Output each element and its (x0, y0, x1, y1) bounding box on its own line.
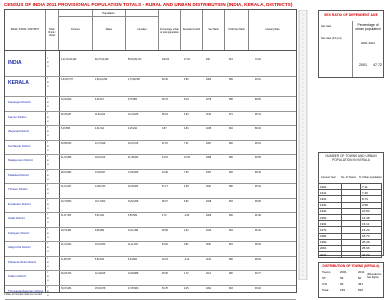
header-population: Population (59, 10, 159, 17)
table-cell: 93.55 (255, 157, 261, 159)
table-cell: 1100 (206, 186, 211, 188)
row-divider (5, 125, 296, 126)
table-cell: 8.18 (184, 99, 189, 101)
tru-marker: R (47, 232, 49, 235)
header-males: Males (93, 10, 126, 50)
row-divider (5, 256, 296, 257)
table-cell: 16.24 (361, 227, 382, 233)
table-cell: 958 (229, 99, 233, 101)
table-cell: 4.84 (184, 113, 189, 116)
table-cell: 53.78 (162, 287, 168, 290)
table-cell: 3.87 (162, 128, 167, 130)
table-cell: 31,10,327 (61, 186, 72, 188)
table-cell: 966 (229, 215, 233, 217)
table-cell (342, 252, 361, 258)
table-cell: 1113 (206, 273, 211, 275)
table-cell: 4.86 (184, 79, 189, 81)
table-cell: 0.61 (184, 244, 189, 246)
table-cell: 13,02,600 (61, 99, 72, 101)
tru-marker: T (47, 228, 49, 231)
towns-cell: 159 (340, 288, 346, 292)
towns-cell: 520 (358, 288, 364, 292)
towns-cell: Total (322, 288, 329, 292)
table-row (319, 252, 382, 258)
region-label: Wayanad District (8, 129, 30, 133)
tru-marker: T (47, 185, 49, 187)
row-divider (5, 154, 296, 155)
tru-marker: U (47, 149, 49, 152)
table-cell: 13,60,067 (95, 171, 106, 174)
tru-marker: U (47, 280, 49, 282)
region-label: Kollam District (8, 274, 26, 278)
tru-marker: U (47, 120, 49, 123)
row-divider (5, 111, 296, 112)
towns-cell: 59 (340, 276, 344, 280)
tru-marker: R (47, 102, 49, 104)
table-cell: 95.32 (255, 186, 261, 188)
region-label: INDIA (8, 60, 22, 66)
tru-marker: U (47, 251, 49, 253)
table-cell: 1971 (319, 227, 342, 233)
table-cell: 4.58 (184, 186, 189, 188)
table-cell: 16,16,515 (128, 142, 139, 145)
tru-marker: U (47, 207, 49, 210)
urban-towns-title: NUMBER OF TOWNS AND URBAN POPULATION IN KERALA (325, 154, 377, 162)
row-divider (5, 227, 296, 228)
table-cell: 26.39 (361, 239, 382, 245)
table-cell: 8,16,558 (61, 128, 70, 130)
towns-cell: 2011 (358, 270, 365, 274)
child-sex-ratio-label: Sex ratio (0-6 yrs) (321, 37, 342, 40)
table-header (5, 10, 296, 51)
table-cell: 95.41 (255, 113, 261, 116)
table-cell: 1044 (206, 229, 212, 232)
table-cell: 25.96 (361, 245, 382, 251)
row-divider (5, 241, 296, 242)
tru-marker: R (47, 247, 49, 249)
tru-marker: T (47, 199, 49, 202)
table-cell: 9,68,289 (95, 229, 104, 232)
tru-marker: R (47, 145, 49, 148)
table-cell: 13.48 (361, 214, 382, 220)
table-cell: 30,89,543 (61, 142, 72, 145)
table-cell: 10.03 (162, 258, 168, 261)
table-cell: 19,61,014 (95, 157, 106, 159)
table-cell: 1931 (319, 202, 342, 208)
table-cell: 32,79,860 (61, 200, 72, 203)
table-cell: 971 (229, 113, 233, 116)
towns-distribution-title: DISTRIBUTION OF TOWNS (KERALA) (322, 264, 380, 268)
table-cell: 1006 (206, 215, 212, 217)
header-sex-ratio: Sex Ratio (203, 10, 225, 50)
towns-distribution-box (318, 262, 384, 298)
row-divider (5, 169, 296, 170)
table-cell: 96.93 (255, 258, 261, 261)
urban-pct-label: Percentage of urban population (355, 23, 381, 31)
table-cell: 1097 (206, 142, 212, 145)
tru-marker: U (47, 164, 49, 166)
table-cell: -3.12 (184, 258, 190, 261)
row-divider (5, 212, 296, 213)
table-cell: 67.15 (162, 142, 168, 145)
region-label: Kannur District (8, 114, 27, 119)
tru-marker: U (47, 294, 49, 297)
table-cell: 52.30 (162, 79, 168, 81)
table-cell: 67.17 (162, 186, 168, 188)
header-region: INDIA / STATE / DISTRICT (5, 10, 46, 50)
towns-cell: 461 (358, 282, 364, 286)
table-cell: 1921 (319, 196, 342, 202)
table-cell: 1941 (319, 208, 342, 214)
table-cell: 47.72 (361, 252, 382, 258)
table-cell: 33,07,284 (61, 287, 72, 290)
table-cell: 1096 (206, 157, 212, 159)
side-strip (297, 10, 309, 280)
table-cell: 8.73 (361, 196, 382, 202)
tru-marker: T (47, 58, 49, 60)
table-cell: 1100 (206, 244, 211, 246)
table-cell: 1961 (319, 221, 342, 227)
table-cell: 13,41,625 (128, 113, 139, 116)
tru-marker: R (47, 290, 49, 293)
header-persons: Persons (59, 10, 93, 50)
table-cell: 1132 (206, 258, 211, 261)
box-divider (352, 21, 353, 77)
year-pair: 2001 2011 (361, 41, 375, 45)
row-divider (5, 183, 296, 184)
table-cell: 15,81,678 (95, 287, 106, 290)
table-cell: 4.60 (184, 128, 189, 130)
table-cell: 2011 (319, 252, 342, 258)
table-cell: 45.05 (162, 273, 168, 275)
region-label: Pathanamthitta District (8, 259, 37, 264)
table-cell: 38.79 (162, 99, 168, 101)
table-cell: 10,11,095 (128, 229, 139, 232)
sex-ratio-label: Sex ratio (321, 25, 332, 28)
tru-marker: T (47, 141, 49, 144)
table-cell: 959 (229, 79, 233, 81)
table-cell: 9.58 (361, 202, 382, 208)
region-label: Malappuram District (8, 158, 33, 162)
table-cell: 10.84 (361, 208, 382, 214)
table-cell: 5,51,944 (95, 215, 104, 217)
tru-marker: R (47, 160, 49, 162)
table-cell: 962 (229, 142, 233, 145)
table-cell: 14,50,825 (128, 171, 139, 174)
tru-marker: T (47, 243, 49, 245)
table-cell: 1911 (319, 190, 342, 196)
towns-cell: 60 (358, 276, 362, 280)
table-cell: 940 (206, 59, 210, 61)
table-cell: 7.39 (184, 171, 189, 174)
table-cell: 6,75,983 (128, 99, 137, 101)
tru-marker: T (47, 127, 49, 129)
table-cell: 5,60,643 (95, 258, 104, 261)
table-cell: 2001 (319, 245, 342, 251)
table-cell: 93.91 (255, 79, 261, 81)
table-cell: 88.49 (255, 171, 261, 174)
table-cell: 68.07 (162, 200, 168, 203)
table-cell: 1981 (319, 233, 342, 239)
tru-marker: T (47, 272, 49, 274)
col-towns: No. of Towns (341, 176, 356, 179)
table-cell: 2.25 (184, 287, 189, 290)
towns-cell: 99 (340, 282, 344, 286)
table-cell: 1133 (206, 113, 211, 116)
row-divider (5, 285, 296, 286)
table-cell: 11,07,453 (61, 215, 72, 217)
table-cell: 964 (229, 128, 233, 130)
tru-marker: R (47, 218, 49, 220)
towns-note: (Rounded to two digits) (367, 273, 382, 279)
tru-marker: R (47, 203, 49, 206)
table-cell: 1.72 (184, 273, 189, 275)
row-divider (5, 198, 296, 199)
document-title: CENSUS OF INDIA 2011 PROVISIONAL POPULATION TOTALS - RURAL AND URBAN DISTRIBUTION (INDIA, KERALA, DISTRICTS) (4, 2, 293, 7)
table-cell: 91.99 (255, 215, 261, 217)
tru-marker: T (47, 286, 49, 289)
table-cell: 74.04 (255, 59, 261, 61)
table-cell: 5.60 (184, 200, 189, 203)
sex-ratio-title: SEX RATIO OF DEPENDENT AGE (324, 13, 378, 17)
table-cell: 14,73,028 (95, 142, 106, 145)
table-cell: 1079 (206, 99, 212, 101)
table-cell: 16,29,564 (128, 186, 139, 188)
header-tru: Total / Rural / Urban (46, 10, 59, 50)
towns-cell: Towns (322, 270, 331, 274)
region-label: Kasaragod District (8, 100, 31, 104)
tru-marker: R (47, 62, 49, 64)
table-cell: 950 (229, 186, 233, 188)
table-cell: 11,84,012 (95, 113, 106, 116)
region-label: Palakkad District (8, 172, 29, 177)
table-cell: 14,80,763 (95, 186, 106, 188)
tru-marker: U (47, 106, 49, 108)
table-cell: 1067 (206, 171, 212, 174)
region-label: Ernakulam District (8, 201, 31, 206)
table-cell: 96.40 (255, 229, 261, 232)
table-cell: 93.77 (255, 273, 261, 275)
tru-marker: T (47, 170, 49, 173)
table-cell: 966 (229, 258, 233, 261)
footnote: # Male and female totals are rounded (4, 294, 43, 296)
row-divider (5, 76, 296, 77)
header-child-sex-ratio: Child Sex Ratio (225, 10, 249, 50)
row-divider (5, 140, 296, 141)
table-cell: 58,64,69,174 (128, 59, 142, 61)
tru-marker: U (47, 86, 49, 88)
table-cell: 4,15,244 (128, 128, 137, 130)
year-2001-label: 2001 (359, 63, 367, 67)
table-cell: 44.18 (162, 157, 168, 159)
table-cell: 1,21,01,93,422 (61, 59, 77, 61)
table-cell: -1.93 (184, 215, 190, 217)
table-cell: 41,10,956 (61, 157, 72, 159)
table-cell: 962 (229, 171, 233, 174)
table-cell: 25,25,637 (61, 113, 72, 116)
table-cell: 21,21,943 (61, 244, 72, 246)
table-cell: 65.04 (162, 113, 168, 116)
table-cell: 1951 (319, 214, 342, 220)
table-cell: 951 (229, 244, 233, 246)
tru-marker: U (47, 236, 49, 239)
table-cell: 17,25,606 (128, 287, 139, 290)
table-cell: 54.02 (162, 244, 168, 246)
region-label: Alappuzha District (8, 245, 31, 249)
tru-marker: T (47, 98, 49, 100)
col-urban-pct: % Urban population (359, 176, 382, 179)
region-label: Thiruvananthapuram District (8, 288, 44, 293)
table-cell: 7.49 (361, 190, 382, 196)
table-cell: 1091 (206, 287, 212, 290)
header-literacy: Literacy Rate (265, 28, 280, 31)
tru-marker: T (47, 156, 49, 158)
table-cell: 3,33,87,677 (61, 79, 74, 81)
table-cell: 18.74 (361, 233, 382, 239)
tru-marker: U (47, 66, 49, 68)
header-percentage: Percentage urban to total population (159, 10, 181, 50)
towns-cell: ST (322, 276, 326, 280)
table-cell: 16,62,258 (128, 200, 139, 203)
tru-marker: R (47, 261, 49, 264)
tru-marker: U (47, 135, 49, 137)
region-label: Idukki District (8, 216, 25, 220)
table-cell: 964 (229, 229, 233, 232)
table-cell: 12,44,815 (95, 273, 106, 275)
table-cell: 4,01,314 (95, 128, 104, 130)
table-cell: 96.26 (255, 244, 261, 246)
table-cell: 28.56 (162, 229, 168, 232)
urban-pct-value: 47.72 (373, 63, 382, 67)
region-label: KERALA (8, 80, 29, 86)
table-cell: 15.11 (361, 221, 382, 227)
tru-marker: U (47, 222, 49, 224)
tru-marker: U (47, 178, 49, 181)
table-cell: 17.64 (184, 59, 190, 61)
tru-marker: R (47, 276, 49, 278)
region-label: Kozhikode District (8, 143, 31, 148)
col-census-year: Census Year (321, 176, 336, 179)
table-cell: 1,73,66,387 (128, 79, 141, 81)
towns-cell: CTs (322, 282, 328, 286)
region-label: Thrissur District (8, 187, 28, 191)
table-cell: 95.68 (255, 200, 261, 203)
table-cell: 24.09 (162, 171, 168, 174)
tru-marker: T (47, 78, 49, 80)
tru-marker: R (47, 189, 49, 191)
table-cell: 1991 (319, 239, 342, 245)
table-cell: 5,55,509 (128, 215, 137, 217)
table-cell: 1.32 (184, 229, 189, 232)
table-cell: 93.02 (255, 287, 261, 290)
tru-marker: R (47, 131, 49, 133)
table-cell: 1028 (206, 200, 212, 203)
tru-marker: T (47, 112, 49, 115)
tru-marker: T (47, 257, 49, 260)
table-cell: 13.39 (184, 157, 190, 159)
table-cell: 10,10,252 (95, 244, 106, 246)
table-cell: 6,26,617 (95, 99, 104, 101)
table-cell: 960 (229, 273, 233, 275)
tru-marker: U (47, 193, 49, 195)
tru-marker: U (47, 265, 49, 268)
table-cell: 965 (229, 157, 233, 159)
region-label: Kottayam District (8, 230, 30, 235)
table-cell: 1084 (206, 79, 212, 81)
table-cell: 11,95,537 (61, 258, 72, 261)
table-cell: 13,84,888 (128, 273, 139, 275)
tru-marker: R (47, 174, 49, 177)
table-cell: 100.00 (162, 59, 170, 61)
table-cell: 26,29,703 (61, 273, 72, 275)
tru-marker: R (47, 116, 49, 119)
urban-towns-table (318, 183, 382, 258)
table-cell: 1035 (206, 128, 212, 130)
table-cell: 28,10,892 (61, 171, 72, 174)
table-cell: 16,17,602 (95, 200, 106, 203)
table-cell: 7.31 (184, 142, 189, 145)
sex-ratio-box (318, 10, 384, 78)
table-cell: 89.85 (255, 99, 261, 101)
table-cell: 4.70 (162, 215, 167, 217)
table-cell: 7.11 (361, 184, 382, 190)
header-decadal: Decadal Growth (181, 10, 203, 50)
table-cell: 11,11,691 (128, 244, 138, 246)
table-cell: 89.32 (255, 128, 261, 130)
table-cell: 914 (229, 59, 233, 61)
table-cell: 1,60,21,290 (95, 79, 108, 81)
table-cell: 95.24 (255, 142, 261, 145)
tru-marker: R (47, 82, 49, 84)
header-females: Females (126, 10, 159, 50)
tru-marker: T (47, 214, 49, 216)
table-cell: 6,34,894 (128, 258, 137, 261)
vertical-divider-icon (297, 10, 309, 280)
table-cell: 21,49,942 (128, 157, 139, 159)
table-cell: 963 (229, 200, 233, 203)
towns-cell: 2001 (340, 270, 347, 274)
table-cell: 1901 (319, 184, 342, 190)
row-divider (5, 96, 296, 97)
table-cell: 963 (229, 287, 233, 290)
table-cell: 19,79,384 (61, 229, 72, 232)
table-cell: 62,37,24,248 (95, 59, 109, 61)
row-divider (5, 270, 296, 271)
